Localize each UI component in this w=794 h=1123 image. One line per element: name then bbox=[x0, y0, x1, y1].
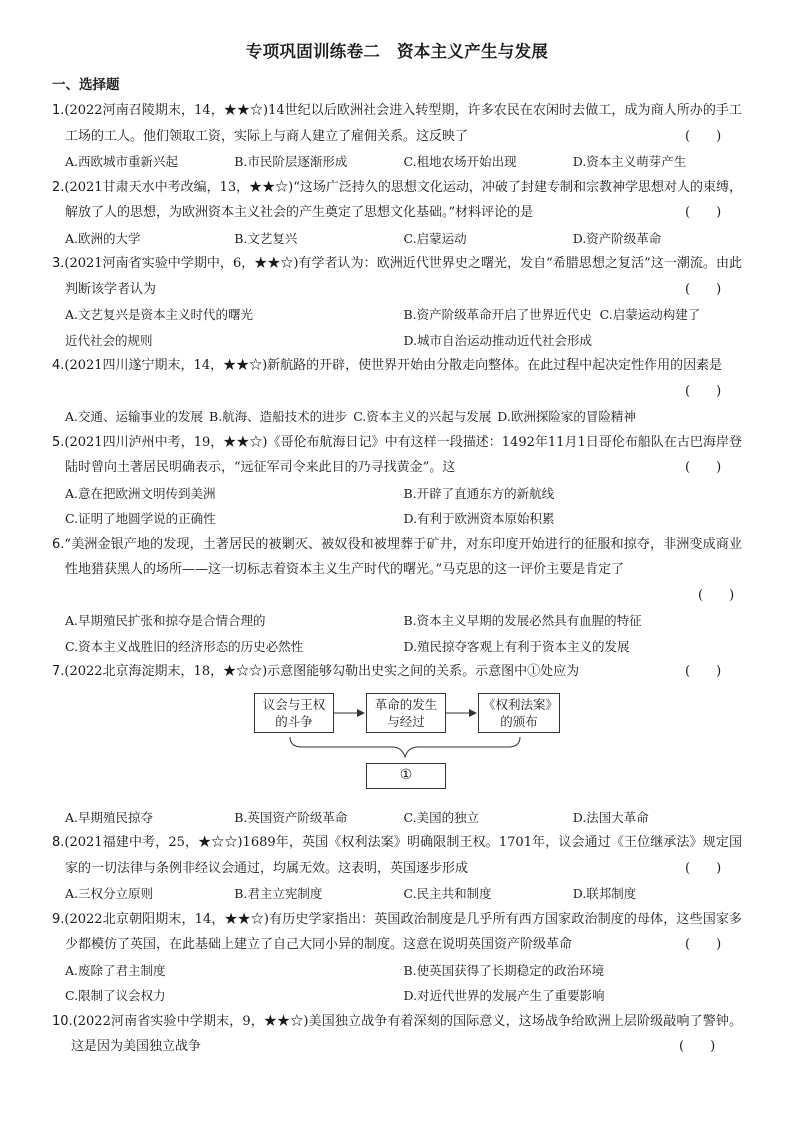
option-a[interactable]: A.交通、运输事业的发展 bbox=[65, 409, 204, 424]
page-title: 专项巩固训练卷二 资本主义产生与发展 bbox=[245, 42, 549, 61]
option-d[interactable]: D.殖民掠夺客观上有利于资本主义的发展 bbox=[403, 638, 630, 654]
answer-bracket: ( ) bbox=[698, 587, 735, 603]
question-stem: 4.(2021四川遂宁期末，14，★★☆)新航路的开辟，使世界开始由分散走向整体。在此过程中起决定性作用的因素是 ( ) bbox=[52, 353, 742, 404]
option-a[interactable]: A.文艺复兴是资本主义时代的曙光 bbox=[65, 307, 254, 322]
diagram-box-3: 《权利法案》 的颁布 bbox=[478, 693, 560, 733]
option-c[interactable]: C.启蒙运动构建了 bbox=[599, 307, 701, 322]
section-heading: 一、选择题 bbox=[52, 77, 120, 93]
question-10 bbox=[52, 1009, 742, 1060]
option-d[interactable]: D.对近代世界的发展产生了重要影响 bbox=[403, 988, 605, 1003]
question-9 bbox=[52, 907, 742, 1009]
option-b[interactable]: B.君主立宪制度 bbox=[234, 886, 323, 901]
option-c[interactable]: C.证明了地圆学说的正确性 bbox=[65, 511, 216, 526]
question-6 bbox=[52, 532, 742, 660]
question-stem: 2.(2021甘肃天水中考改编，13，★★☆)“这场广泛持久的思想文化运动，冲破了封建专制和宗教神学思想对人的束缚，解放了人的思想，为欧洲资本主义社会的产生奠定了思想文化基础。”材料评论的是 ( ) bbox=[52, 175, 742, 226]
curly-brace bbox=[290, 737, 520, 757]
option-a[interactable]: A.意在把欧洲文明传到美洲 bbox=[65, 485, 216, 501]
option-d[interactable]: D.欧洲探险家的冒险精神 bbox=[497, 409, 636, 424]
option-row bbox=[52, 149, 742, 175]
option-b[interactable]: B.使英国获得了长期稳定的政治环境 bbox=[403, 962, 605, 978]
option-b[interactable]: B.资产阶级革命开启了世界近代史 C.启蒙运动构建了 bbox=[403, 307, 701, 322]
answer-bracket-line bbox=[52, 583, 742, 609]
question-stem: 9.(2022北京朝阳期末，14，★★☆)有历史学家指出：英国政治制度是几乎所有西方国家政治制度的母体，这些国家多少都模仿了英国，在此基础上建立了自己大同小异的制度。这意在说明英国资产阶级革命 ( ) bbox=[52, 907, 742, 958]
answer-bracket: ( ) bbox=[685, 281, 722, 297]
question-1 bbox=[52, 98, 742, 175]
option-row bbox=[52, 226, 742, 252]
flow-diagram bbox=[0, 685, 794, 805]
option-row bbox=[52, 881, 742, 907]
question-stem: 8.(2021福建中考，25，★☆☆)1689年，英国《权利法案》明确限制王权。1701年，议会通过《王位继承法》规定国家的一切法律与条例非经议会通过，均属无效。这表明，英国逐步形成 ( ) bbox=[52, 830, 742, 881]
option-row bbox=[52, 958, 742, 1009]
question-stem: 7.(2022北京海淀期末，18，★☆☆)示意图能够勾勒出史实之间的关系。示意图中①处应为 ( ) bbox=[52, 659, 742, 685]
option-a[interactable]: A.早期殖民掠夺 bbox=[65, 809, 154, 825]
option-c[interactable]: C.限制了议会权力 bbox=[65, 988, 166, 1003]
option-a[interactable]: A.三权分立原则 bbox=[65, 886, 154, 901]
option-c[interactable]: C.资本主义的兴起与发展 bbox=[353, 409, 492, 424]
option-a[interactable]: A.西欧城市重新兴起 bbox=[65, 154, 179, 169]
option-b[interactable]: B.文艺复兴 bbox=[234, 230, 298, 246]
option-d[interactable]: D.资产阶级革命 bbox=[572, 230, 662, 246]
option-d[interactable]: D.联邦制度 bbox=[572, 886, 637, 901]
answer-bracket: ( ) bbox=[685, 205, 722, 220]
question-7 bbox=[52, 659, 742, 830]
option-c[interactable]: C.美国的独立 bbox=[403, 809, 480, 825]
answer-bracket: ( ) bbox=[685, 460, 722, 475]
question-stem: 5.(2021四川泸州中考，19，★★☆)《哥伦布航海日记》中有这样一段描述：1492年11月1日哥伦布船队在古巴海岸登陆时曾向土著居民明确表示，“远征军司令来此目的乃寻找黄金”。这 ( ) bbox=[52, 430, 742, 481]
answer-bracket: ( ) bbox=[685, 383, 722, 399]
option-a[interactable]: A.早期殖民扩张和掠夺是合情合理的 bbox=[65, 613, 266, 628]
option-row bbox=[52, 805, 742, 831]
question-stem: 10.(2022河南省实验中学期末，9，★★☆)美国独立战争有着深刻的国际意义，这场战争给欧洲上层阶级敲响了警钟。这是因为美国独立战争 ( ) bbox=[52, 1009, 742, 1060]
option-a[interactable]: A.废除了君主制度 bbox=[65, 962, 166, 978]
question-2 bbox=[52, 175, 742, 252]
option-c[interactable]: C.资本主义战胜旧的经济形态的历史必然性 bbox=[65, 638, 304, 654]
answer-bracket: ( ) bbox=[685, 860, 722, 876]
option-b[interactable]: B.市民阶层逐渐形成 bbox=[234, 154, 348, 169]
diagram-box-2: 革命的发生 与经过 bbox=[366, 693, 446, 733]
answer-bracket: ( ) bbox=[679, 1039, 716, 1054]
option-row bbox=[52, 481, 742, 532]
question-5 bbox=[52, 430, 742, 532]
answer-bracket: ( ) bbox=[685, 937, 722, 952]
option-c[interactable]: C.启蒙运动 bbox=[403, 230, 467, 246]
option-d[interactable]: D.法国大革命 bbox=[572, 809, 649, 825]
answer-bracket: ( ) bbox=[685, 128, 722, 144]
option-row bbox=[52, 608, 742, 659]
option-d[interactable]: D.城市自治运动推动近代社会形成 bbox=[403, 332, 593, 348]
option-b[interactable]: B.开辟了直通东方的新航线 bbox=[403, 485, 555, 501]
option-b[interactable]: B.航海、造船技术的进步 bbox=[209, 409, 348, 424]
option-c[interactable]: C.民主共和制度 bbox=[403, 886, 492, 901]
option-row bbox=[52, 404, 742, 430]
question-8 bbox=[52, 830, 742, 907]
question-stem: 6.“美洲金银产地的发现，土著居民的被剿灭、被奴役和被埋葬于矿井，对东印度开始进行的征服和掠夺，非洲变成商业性地猎获黑人的场所——这一切标志着资本主义生产时代的曙光。”马克思的这一评价主要是肯定了 bbox=[52, 536, 742, 577]
option-d[interactable]: D.资本主义萌芽产生 bbox=[572, 154, 687, 169]
question-3 bbox=[52, 251, 742, 353]
question-stem: 1.(2022河南召陵期末，14，★★☆)14世纪以后欧洲社会进入转型期，许多农民在农闲时去做工，成为商人所办的手工工场的工人。他们领取工资，实际上与商人建立了雇佣关系。这反映了 ( ) bbox=[52, 98, 742, 149]
option-d[interactable]: D.有利于欧洲资本原始积累 bbox=[403, 511, 555, 526]
option-b[interactable]: B.英国资产阶级革命 bbox=[234, 809, 348, 825]
option-c[interactable]: C.租地农场开始出现 bbox=[403, 154, 517, 169]
diagram-box-1: 议会与王权 的斗争 bbox=[254, 693, 334, 733]
question-stem: 3.(2021河南省实验中学期中，6，★★☆)有学者认为：欧洲近代世界史之曙光，发自“希腊思想之复活”这一潮流。由此判断该学者认为 ( ) bbox=[52, 251, 742, 302]
option-row bbox=[52, 302, 742, 353]
option-c-continued[interactable]: 近代社会的规则 bbox=[65, 332, 153, 348]
option-a[interactable]: A.欧洲的大学 bbox=[65, 230, 141, 246]
question-4 bbox=[52, 353, 742, 430]
answer-bracket: ( ) bbox=[685, 664, 722, 679]
diagram-result-box: ① bbox=[366, 763, 446, 789]
option-b[interactable]: B.资本主义早期的发展必然具有血腥的特征 bbox=[403, 613, 642, 628]
